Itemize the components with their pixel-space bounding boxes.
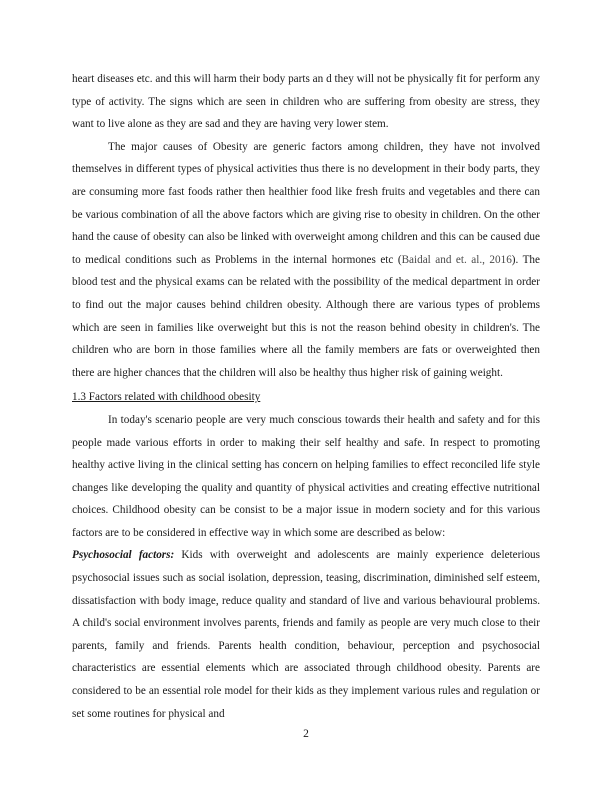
page-content [72, 68, 540, 725]
citation-baidal: Baidal and et. al., 2016 [401, 253, 512, 266]
obesity-causes-text-start: The major causes of Obesity are generic factors among children, they have not involved themselves in different types of physical activities thus there is no development in their body parts, they are consuming more fast foods rather then healthier food like fresh fruits and vegetables and there can be various combination of all the above factors which are giving rise to obesity in children. On the other hand the cause of obesity can also be linked with overweight among children and this can be caused due to medical conditions such as Problems in the internal hormones etc ( [72, 140, 540, 266]
obesity-causes-text-end: ). The blood test and the physical exams can be related with the possibility of the medical department in order to find out the major causes behind children obesity. Although there are various types of problems which are seen in families like overweight but this is not the reason behind obesity in children's. The children who are born in those families where all the family members are fats or overweighted then there are higher chances that the children will also be healthy thus higher risk of gaining weight. [72, 253, 540, 379]
paragraph-obesity-signs: heart diseases etc. and this will harm their body parts an d they will not be physically fit for perform any type of activity. The signs which are seen in children who are suffering from obesity are stress, they want to live alone as they are sad and they are having very lower stem. [72, 73, 540, 131]
paragraph-todays-scenario: In today's scenario people are very much conscious towards their health and safety and for this people made various efforts in order to making their self healthy and safe. In respect to promoting healthy active living in the clinical setting has concern on helping families to effect reconciled life style changes like developing the quality and quantity of physical activities and creating effective nutritional choices. Childhood obesity can be consist to be a major issue in modern society and for this various factors are to be considered in effective way in which some are described as below: [72, 413, 540, 539]
section-heading-factors: 1.3 Factors related with childhood obesity [72, 391, 261, 404]
paragraph-psychosocial-factors [72, 544, 540, 725]
page-number: 2 [303, 728, 309, 740]
paragraph-obesity-causes [72, 136, 540, 385]
psychosocial-factors-text: Kids with overweight and adolescents are mainly experience deleterious psychosocial issues such as social isolation, depression, teasing, discrimination, diminished self esteem, dissatisfaction with body image, reduce quality and standard of live and various behavioural problems. A child's social environment involves parents, friends and family as people are very much close to their parents, family and friends. Parents health condition, behaviour, perception and psychosocial characteristics are essential elements which are associated through childhood obesity. Parents are considered to be an essential role model for their kids as they implement various rules and regulation or set some routines for physical and [72, 549, 541, 720]
psychosocial-factors-label: Psychosocial factors: [72, 549, 175, 562]
